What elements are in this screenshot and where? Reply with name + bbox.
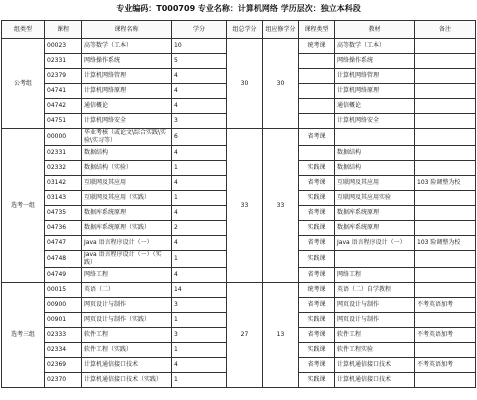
course-name-cell: 数据库系统原理（实践）: [82, 221, 172, 236]
textbook-cell: 互联网及其应用: [335, 176, 415, 191]
note-cell: [415, 129, 476, 146]
page-header: 专业编码：T000709 专业名称：计算机网络 学历层次：独立本科段: [116, 4, 361, 13]
credit-cell: 4: [172, 176, 227, 191]
column-header: 备注: [415, 21, 476, 39]
textbook-cell: [335, 251, 415, 268]
course-type-cell: [299, 69, 335, 84]
course-type-cell: 省考课: [299, 129, 335, 146]
course-type-cell: 省考课: [299, 358, 335, 373]
course-type-cell: [299, 146, 335, 161]
credit-cell: 4: [172, 99, 227, 114]
course-code-cell: 02370: [45, 373, 82, 388]
textbook-cell: 通信概论: [335, 99, 415, 114]
course-code-cell: 04749: [45, 268, 82, 283]
credit-cell: 1: [172, 251, 227, 268]
credit-cell: 4: [172, 268, 227, 283]
note-cell: 不考英语加考: [415, 298, 476, 313]
credit-cell: 6: [172, 129, 227, 146]
course-type-cell: [299, 99, 335, 114]
course-code-cell: 02369: [45, 358, 82, 373]
group-required-credit-cell: 33: [263, 129, 299, 283]
textbook-cell: 软件工程: [335, 328, 415, 343]
course-name-cell: 高等数学（工本）: [82, 39, 172, 54]
course-name-cell: 网页设计与制作（实践）: [82, 313, 172, 328]
course-name-cell: 网络操作系统: [82, 54, 172, 69]
course-name-cell: 数据结构: [82, 146, 172, 161]
note-cell: [415, 161, 476, 176]
note-cell: [415, 221, 476, 236]
textbook-cell: 网络操作系统: [335, 54, 415, 69]
textbook-cell: [335, 129, 415, 146]
textbook-cell: 计算机通信接口技术: [335, 358, 415, 373]
course-code-cell: 02331: [45, 54, 82, 69]
course-name-cell: 软件工程（实践）: [82, 343, 172, 358]
credit-cell: 1: [172, 343, 227, 358]
course-code-cell: 02332: [45, 161, 82, 176]
group-total-credit-cell: 30: [227, 39, 263, 129]
course-name-cell: Java 语言程序设计（一）（实践）: [82, 251, 172, 268]
textbook-cell: 数据库系统原理: [335, 206, 415, 221]
textbook-cell: 英语（二）自学教程: [335, 283, 415, 298]
course-name-cell: 软件工程: [82, 328, 172, 343]
textbook-cell: 计算机网络原理: [335, 84, 415, 99]
course-code-cell: 02331: [45, 146, 82, 161]
course-type-cell: 实践课: [299, 251, 335, 268]
note-cell: [415, 283, 476, 298]
column-header: 课程类型: [299, 21, 335, 39]
course-type-cell: 省考课: [299, 206, 335, 221]
textbook-cell: 软件工程实验: [335, 343, 415, 358]
note-cell: [415, 69, 476, 84]
course-name-cell: 互联网及其应用: [82, 176, 172, 191]
column-header: 课程名称: [82, 21, 172, 39]
textbook-cell: 网页设计与制作: [335, 298, 415, 313]
note-cell: [415, 146, 476, 161]
credit-cell: 14: [172, 283, 227, 298]
course-type-cell: 实践课: [299, 373, 335, 388]
note-cell: [415, 114, 476, 129]
note-cell: 103 险调整为校: [415, 176, 476, 191]
credit-cell: 1: [172, 313, 227, 328]
course-code-cell: 04741: [45, 84, 82, 99]
course-name-cell: 英语（二）: [82, 283, 172, 298]
course-type-cell: 实践课: [299, 161, 335, 176]
course-code-cell: 04747: [45, 236, 82, 251]
course-name-cell: 数据结构（实验）: [82, 161, 172, 176]
note-cell: [415, 54, 476, 69]
course-name-cell: 通信概论: [82, 99, 172, 114]
course-type-cell: 统考课: [299, 283, 335, 298]
textbook-cell: 数据结构: [335, 146, 415, 161]
credit-cell: 4: [172, 84, 227, 99]
column-header: 组应修学分: [263, 21, 299, 39]
note-cell: [415, 206, 476, 221]
credit-cell: 5: [172, 54, 227, 69]
group-name-cell: 公考组: [2, 39, 45, 129]
table-body: [2, 39, 476, 388]
course-type-cell: 省考课: [299, 298, 335, 313]
group-name-cell: 选考三组: [2, 283, 45, 388]
course-type-cell: 省考课: [299, 236, 335, 251]
textbook-cell: Java 语言程序设计（一）: [335, 236, 415, 251]
credit-cell: 3: [172, 328, 227, 343]
course-type-cell: 省考课: [299, 176, 335, 191]
course-type-cell: 实践课: [299, 221, 335, 236]
textbook-cell: 计算机通信接口技术: [335, 373, 415, 388]
course-name-cell: 计算机通信接口技术（实践）: [82, 373, 172, 388]
course-name-cell: 计算机网络原理: [82, 84, 172, 99]
note-cell: [415, 39, 476, 54]
course-code-cell: 02379: [45, 69, 82, 84]
course-code-cell: 00900: [45, 298, 82, 313]
course-code-cell: 04748: [45, 251, 82, 268]
credit-cell: 4: [172, 358, 227, 373]
note-cell: [415, 343, 476, 358]
credit-cell: 1: [172, 191, 227, 206]
column-header: 教材: [335, 21, 415, 39]
course-code-cell: 04735: [45, 206, 82, 221]
course-name-cell: 计算机通信接口技术: [82, 358, 172, 373]
group-required-credit-cell: 13: [263, 283, 299, 388]
column-header: 课程: [45, 21, 82, 39]
table-row: [2, 129, 476, 146]
course-code-cell: 03142: [45, 176, 82, 191]
course-type-cell: 实践课: [299, 343, 335, 358]
credit-cell: 3: [172, 114, 227, 129]
course-code-cell: 03143: [45, 191, 82, 206]
note-cell: 不考英语加考: [415, 328, 476, 343]
course-name-cell: 毕业考核（或论文\综合实践\实验\实习等）: [82, 129, 172, 146]
course-type-cell: 实践课: [299, 191, 335, 206]
credit-cell: 3: [172, 298, 227, 313]
note-cell: [415, 99, 476, 114]
course-code-cell: 04751: [45, 114, 82, 129]
course-type-cell: [299, 114, 335, 129]
group-name-cell: 选考一组: [2, 129, 45, 283]
note-cell: [415, 251, 476, 268]
credit-cell: 1: [172, 373, 227, 388]
note-cell: 不考英语加考: [415, 358, 476, 373]
note-cell: 103 险调整为校: [415, 236, 476, 251]
textbook-cell: 数据库系统原理: [335, 221, 415, 236]
course-name-cell: 网页设计与制作: [82, 298, 172, 313]
course-code-cell: 00015: [45, 283, 82, 298]
course-name-cell: Java 语言程序设计（一）: [82, 236, 172, 251]
textbook-cell: 网页设计与制作: [335, 313, 415, 328]
course-code-cell: 04736: [45, 221, 82, 236]
curriculum-table: [1, 20, 476, 388]
group-required-credit-cell: 30: [263, 39, 299, 129]
note-cell: [415, 84, 476, 99]
note-cell: [415, 373, 476, 388]
course-code-cell: 02333: [45, 328, 82, 343]
course-type-cell: 统考课: [299, 39, 335, 54]
header-row: [2, 21, 476, 39]
textbook-cell: 数据结构: [335, 161, 415, 176]
textbook-cell: 计算机网络安全: [335, 114, 415, 129]
course-name-cell: 互联网及其应用（实践）: [82, 191, 172, 206]
course-type-cell: [299, 54, 335, 69]
course-code-cell: 00000: [45, 129, 82, 146]
course-code-cell: 00901: [45, 313, 82, 328]
credit-cell: 4: [172, 206, 227, 221]
table-row: [2, 39, 476, 54]
course-code-cell: 02334: [45, 343, 82, 358]
credit-cell: 1: [172, 161, 227, 176]
column-header: 学分: [172, 21, 227, 39]
group-total-credit-cell: 27: [227, 283, 263, 388]
textbook-cell: 计算机网络管理: [335, 69, 415, 84]
credit-cell: 4: [172, 236, 227, 251]
note-cell: [415, 191, 476, 206]
course-name-cell: 数据库系统原理: [82, 206, 172, 221]
course-type-cell: 实践课: [299, 313, 335, 328]
course-name-cell: 计算机网络管理: [82, 69, 172, 84]
course-name-cell: 网络工程: [82, 268, 172, 283]
credit-cell: 4: [172, 146, 227, 161]
credit-cell: 4: [172, 69, 227, 84]
table-row: [2, 283, 476, 298]
note-cell: [415, 268, 476, 283]
credit-cell: 10: [172, 39, 227, 54]
group-total-credit-cell: 33: [227, 129, 263, 283]
credit-cell: 2: [172, 221, 227, 236]
course-code-cell: 04742: [45, 99, 82, 114]
course-type-cell: 省考课: [299, 328, 335, 343]
note-cell: [415, 313, 476, 328]
course-type-cell: [299, 84, 335, 99]
column-header: 组类型: [2, 21, 45, 39]
column-header: 组总学分: [227, 21, 263, 39]
textbook-cell: 高等数学（工本）: [335, 39, 415, 54]
textbook-cell: 互联网及其应用实验: [335, 191, 415, 206]
course-type-cell: 省考课: [299, 268, 335, 283]
course-name-cell: 计算机网络安全: [82, 114, 172, 129]
textbook-cell: 网络工程: [335, 268, 415, 283]
course-code-cell: 00023: [45, 39, 82, 54]
